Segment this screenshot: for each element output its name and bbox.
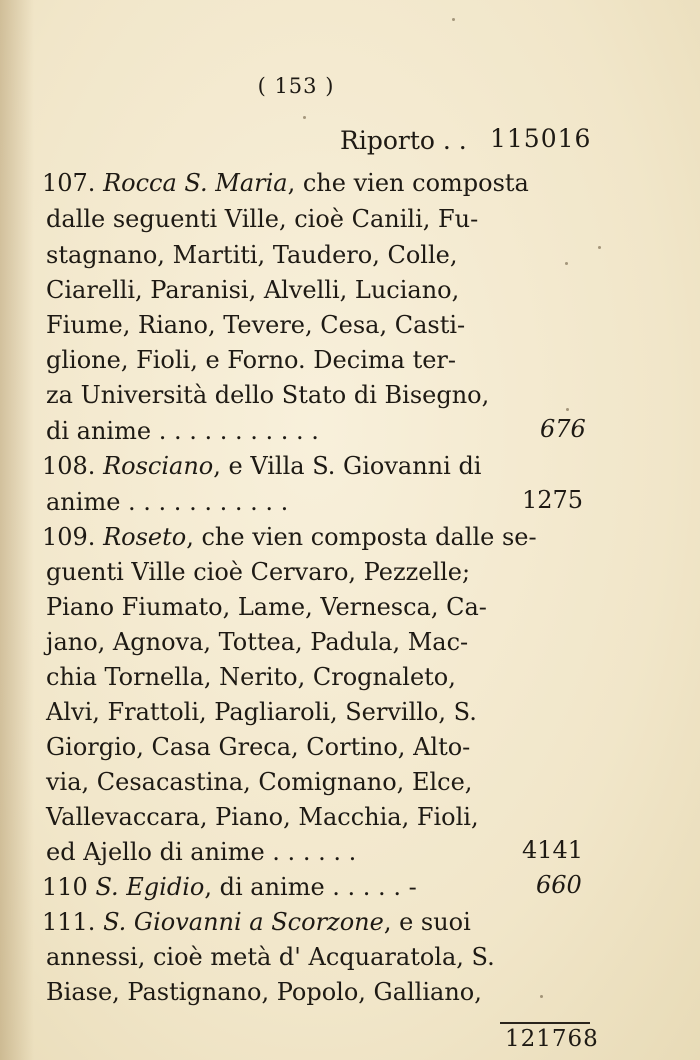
text-line: chia Tornella, Nerito, Crognaleto, [46,663,456,691]
text-line: stagnano, Martiti, Taudero, Colle, [46,241,458,269]
text-line: Giorgio, Casa Greca, Cortino, Alto- [46,733,471,761]
text-line: Biase, Pastignano, Popolo, Galliano, [46,978,482,1006]
binding-shadow [0,0,34,1060]
text-line: 107. Rocca S. Maria, che vien composta [42,169,529,197]
text-line: za Università dello Stato di Bisegno, [46,381,490,409]
text-line: 109. Roseto, che vien composta dalle se- [42,523,537,551]
page-number: ( 153 ) [257,74,335,98]
paper-speck [540,995,543,998]
text-line: 110 S. Egidio, di anime . . . . . - [42,873,417,901]
text-line: via, Cesacastina, Comignano, Elce, [46,768,473,796]
amount-rosciano: 1275 [522,486,584,514]
paper-speck [452,18,455,21]
text-line: anime . . . . . . . . . . . [46,488,289,516]
text-line: Piano Fiumato, Lame, Vernesca, Ca- [46,593,487,621]
paper-speck [598,246,601,249]
text-line: annessi, cioè metà d' Acquaratola, S. [46,943,495,971]
amount-egidio: 660 [536,871,582,899]
text-line: guenti Ville cioè Cervaro, Pezzelle; [46,558,471,586]
text-line: Fiume, Riano, Tevere, Cesa, Casti- [46,311,466,339]
amount-roseto: 4141 [522,836,584,864]
riporto-label: Riporto . . [340,126,467,155]
text-line: Alvi, Frattoli, Pagliaroli, Servillo, S. [46,698,477,726]
text-line: Ciarelli, Paranisi, Alvelli, Luciano, [46,276,460,304]
text-line: 108. Rosciano, e Villa S. Giovanni di [42,452,482,480]
text-line: di anime . . . . . . . . . . . [46,417,319,445]
page-total: 121768 [505,1026,599,1052]
text-line: jano, Agnova, Tottea, Padula, Mac- [46,628,469,656]
amount-rocca: 676 [540,415,586,443]
text-line: 111. S. Giovanni a Scorzone, e suoi [42,908,471,936]
text-line: ed Ajello di anime . . . . . . [46,838,357,866]
paper-speck [303,116,306,119]
text-line: glione, Fioli, e Forno. Decima ter- [46,346,456,374]
total-rule [500,1022,590,1024]
paper-speck [565,262,568,265]
text-line: Vallevaccara, Piano, Macchia, Fioli, [46,803,479,831]
riporto-total: 115016 [490,124,592,153]
text-line: dalle seguenti Ville, cioè Canili, Fu- [46,205,479,233]
paper-speck [566,408,569,411]
